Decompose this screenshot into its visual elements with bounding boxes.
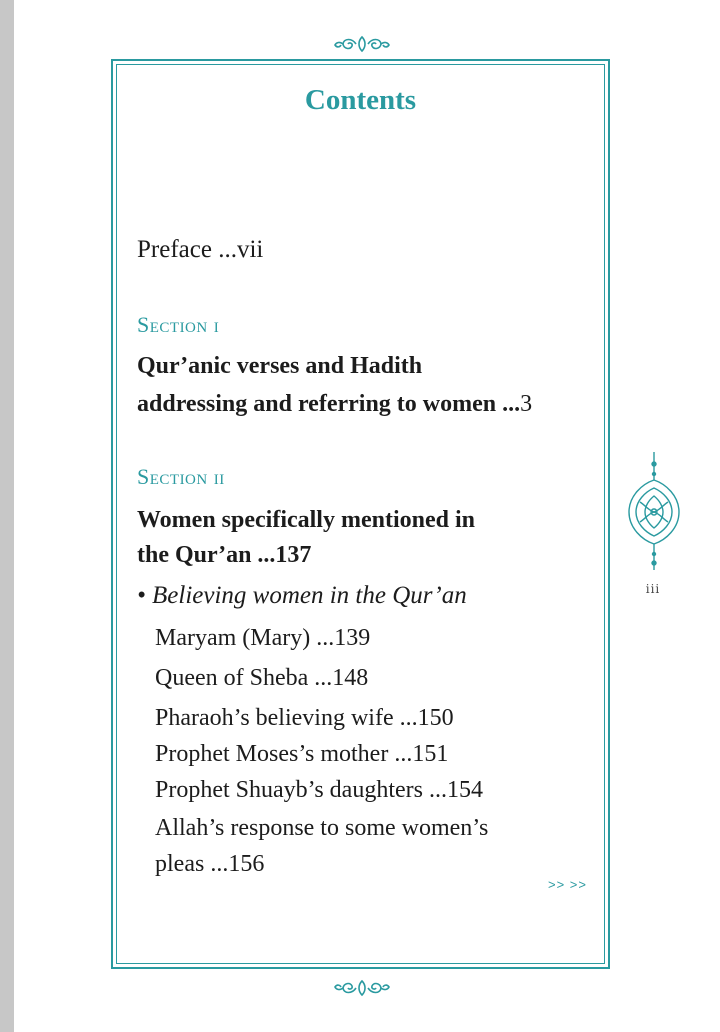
toc-item-allahs-response-line-2[interactable]: pleas ...156 [155, 851, 265, 877]
section-1-label: Section i [137, 312, 220, 337]
section-1-heading-line-2[interactable] [137, 386, 532, 422]
section-2-heading-line-2[interactable]: the Qur’an ...137 [137, 542, 312, 568]
section-1-heading-text: addressing and referring to women ... [137, 391, 521, 417]
section-2-heading-line-1[interactable]: Women specifically mentioned in [137, 507, 475, 533]
toc-item-shuayb-daughters[interactable]: Prophet Shuayb’s daughters ...154 [155, 777, 483, 803]
toc-item-allahs-response-line-1[interactable]: Allah’s response to some women’s [155, 815, 489, 841]
bottom-ornament-icon [333, 977, 391, 999]
page-title: Contents [304, 84, 417, 116]
toc-item-maryam[interactable]: Maryam (Mary) ...139 [155, 625, 371, 651]
side-medallion-icon [626, 450, 682, 575]
section-1-page-number: 3 [520, 391, 533, 417]
toc-item-queen-of-sheba[interactable]: Queen of Sheba ...148 [155, 665, 369, 691]
book-spine-edge [0, 0, 14, 1032]
toc-entry-preface[interactable]: Preface ...vii [137, 236, 264, 263]
subsection-believing-women: • Believing women in the Qur’an [137, 582, 467, 609]
toc-item-pharaohs-wife[interactable]: Pharaoh’s believing wife ...150 [155, 705, 454, 731]
top-ornament-icon [333, 33, 391, 55]
toc-item-moses-mother[interactable]: Prophet Moses’s mother ...151 [155, 741, 449, 767]
section-2-label: Section ii [137, 464, 225, 489]
continue-marker: >> >> [548, 877, 587, 892]
page-number: iii [645, 582, 661, 596]
section-1-heading-line-1[interactable]: Qur’anic verses and Hadith [137, 353, 423, 379]
